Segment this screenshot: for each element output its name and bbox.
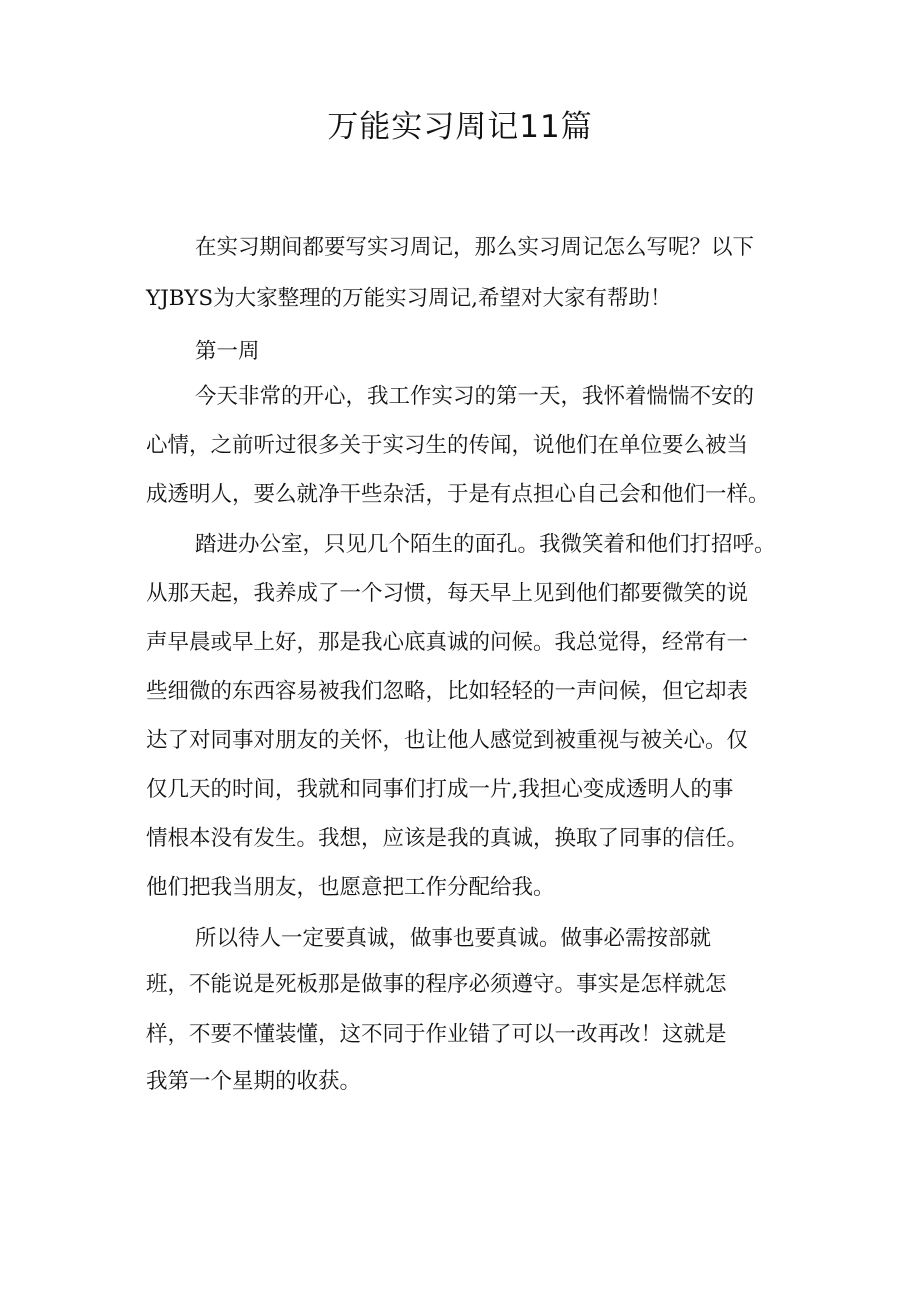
document-title: 万能实习周记11篇 [327,109,593,145]
para3-line-4: 我第一个星期的收获。 [146,1069,362,1094]
para1-line-2: 心情，之前听过很多关于实习生的传闻，说他们在单位要么被当 [146,433,749,458]
para3-line-1: 所以待人一定要真诚，做事也要真诚。做事必需按部就 [195,926,712,951]
para2-line-6: 仅几天的时间，我就和同事们打成一片,我担心变成透明人的事 [146,777,734,802]
para2-line-4: 些细微的东西容易被我们忽略，比如轻轻的一声问候，但它却表 [146,679,749,704]
para3-line-3: 样，不要不懂装懂，这不同于作业错了可以一改再改！这就是 [146,1022,727,1047]
para1-line-3: 成透明人，要么就净干些杂活，于是有点担心自己会和他们一样。 [146,482,770,507]
para2-line-2: 从那天起，我养成了一个习惯，每天早上见到他们都要微笑的说 [146,581,749,606]
para2-line-5: 达了对同事对朋友的关怀，也让他人感觉到被重视与被关心。仅 [146,728,749,753]
para2-line-1: 踏进办公室，只见几个陌生的面孔。我微笑着和他们打招呼。 [195,532,776,557]
para2-line-8: 他们把我当朋友，也愿意把工作分配给我。 [146,875,555,900]
intro-line-2: YJBYS为大家整理的万能实习周记,希望对大家有帮助！ [146,286,672,311]
para2-line-3: 声早晨或早上好，那是我心底真诚的问候。我总觉得，经常有一 [146,630,749,655]
para1-line-1: 今天非常的开心，我工作实习的第一天，我怀着惴惴不安的 [195,384,755,409]
intro-line-1: 在实习期间都要写实习周记，那么实习周记怎么写呢？以下 [195,235,755,260]
week-heading: 第一周 [195,339,260,364]
para2-line-7: 情根本没有发生。我想，应该是我的真诚，换取了同事的信任。 [146,826,749,851]
para3-line-2: 班，不能说是死板那是做事的程序必须遵守。事实是怎样就怎 [146,972,727,997]
